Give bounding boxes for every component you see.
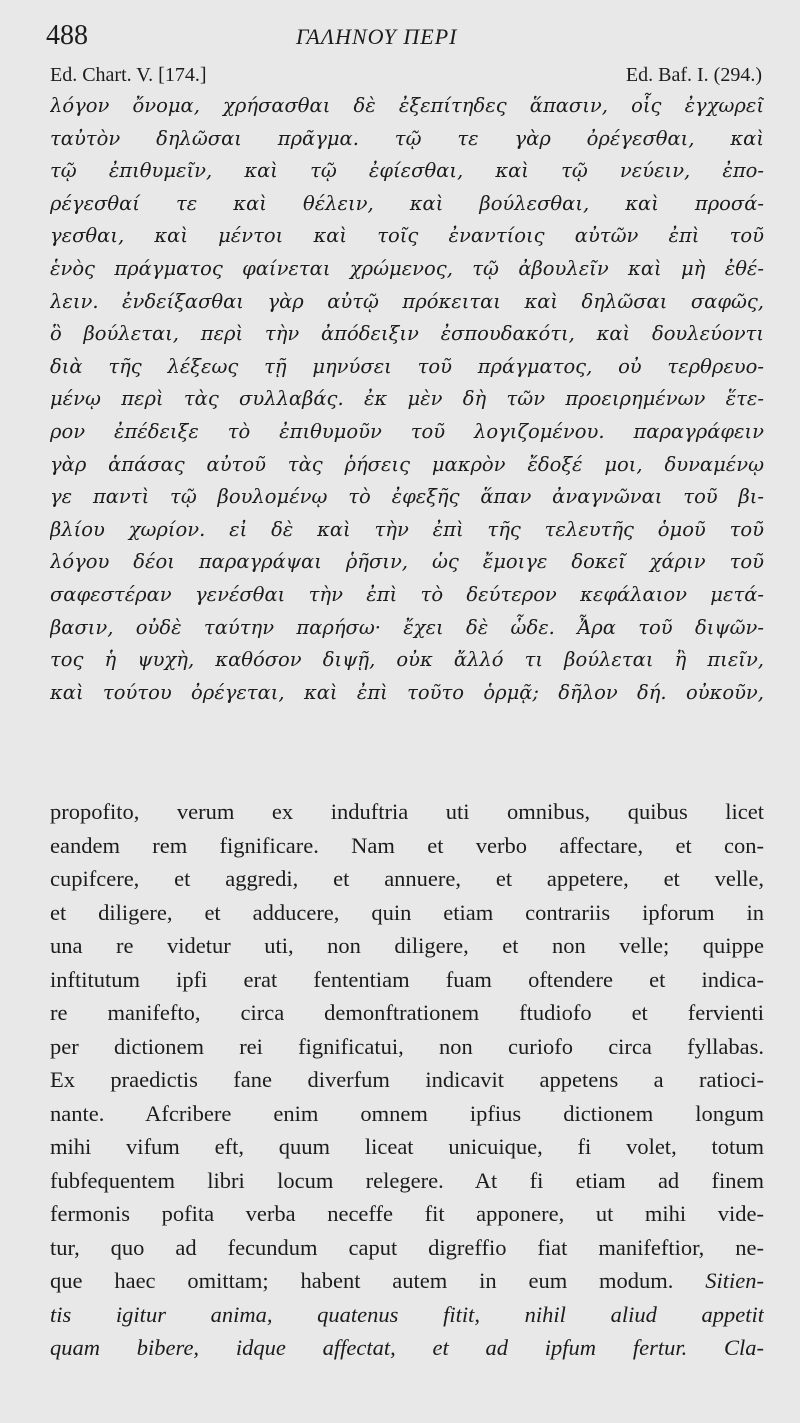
greek-line: μένῳ περὶ τὰς συλλαβάς. ἐκ μὲν δὴ τῶν προειρημένων ἕτε- [50, 387, 764, 411]
latin-line: fubfequentem libri locum relegere. At fi etiam ad finem [50, 1167, 764, 1193]
latin-line: Ex praedictis fane diverfum indicavit appetens a ratioci- [50, 1067, 764, 1092]
greek-line: γὰρ ἁπάσας αὐτοῦ τὰς ῥήσεις μακρὸν ἔδοξέ μοι, δυναμένῳ [50, 452, 764, 476]
greek-line: βλίου χωρίον. εἰ δὲ καὶ τὴν ἐπὶ τῆς τελευτῆς ὁμοῦ τοῦ [50, 517, 764, 541]
latin-line: per dictionem rei fignificatui, non curiofo circa fyllabas. [50, 1033, 764, 1059]
greek-line: ταὐτὸν δηλῶσαι πρᾶγμα. τῷ τε γὰρ ὀρέγεσθαι, καὶ [50, 126, 764, 150]
greek-line: βασιν, οὐδὲ ταύτην παρήσω· ἔχει δὲ ὧδε. Ἆρα τοῦ διψῶν- [50, 615, 764, 639]
greek-line: διὰ τῆς λέξεως τῇ μηνύσει τοῦ πράγματος, οὐ τερθρευο- [50, 354, 764, 378]
greek-line: λόγον ὄνομα, χρήσασθαι δὲ ἐξεπίτηδες ἅπασιν, οἷς ἐγχωρεῖ [50, 94, 764, 117]
greek-line: ὃ βούλεται, περὶ τὴν ἀπόδειξιν ἐσπουδακότι, καὶ δουλεύοντι [50, 322, 764, 346]
greek-line: γε παντὶ τῷ βουλομένῳ τὸ ἐφεξῆς ἅπαν ἀναγνῶναι τοῦ βι- [50, 485, 764, 509]
greek-line: λόγου δέοι παραγράψαι ῥῆσιν, ὡς ἔμοιγε δοκεῖ χάριν τοῦ [50, 550, 764, 574]
greek-line: τῷ ἐπιθυμεῖν, καὶ τῷ ἐφίεσθαι, καὶ τῷ νεύειν, ἐπο- [50, 159, 764, 183]
greek-line: ρέγεσθαί τε καὶ θέλειν, καὶ βούλεσθαι, καὶ προσά- [50, 191, 764, 215]
greek-line: ἑνὸς πράγματος φαίνεται χρώμενος, τῷ ἀβουλεῖν καὶ μὴ ἐθέ- [50, 256, 764, 280]
latin-line: eandem rem fignificare. Nam et verbo affectare, et con- [50, 832, 764, 858]
page-number: 488 [46, 20, 88, 51]
latin-line: tur, quo ad fecundum caput digreffio fiat manifeftior, ne- [50, 1234, 764, 1260]
edition-ref-left: Ed. Chart. V. [174.] [50, 64, 207, 86]
latin-line: nante. Afcribere enim omnem ipfius dictionem longum [50, 1100, 764, 1126]
running-title: ΓΑΛΗΝΟΥ ΠΕΡΙ [296, 24, 458, 49]
latin-line: propofito, verum ex induftria uti omnibus, quibus licet [50, 799, 764, 824]
latin-text-block [50, 795, 764, 1365]
greek-line: λειν. ἐνδείξασθαι γὰρ αὐτῷ πρόκειται καὶ δηλῶσαι σαφῶς, [50, 289, 764, 313]
greek-line: σαφεστέραν γενέσθαι τὴν ἐπὶ τὸ δεύτερον κεφάλαιον μετά- [50, 582, 764, 606]
latin-line: una re videtur uti, non diligere, et non velle; quippe [50, 933, 764, 958]
edition-ref-right: Ed. Baf. I. (294.) [625, 64, 762, 86]
greek-line: καὶ τούτου ὀρέγεται, καὶ ἐπὶ τοῦτο ὁρμᾷ; δῆλον δή. οὐκοῦν, [50, 680, 764, 704]
latin-line: quam bibere, idque affectat, et ad ipfum fertur. Cla- [50, 1335, 764, 1360]
greek-text-block [50, 90, 764, 709]
greek-line: γεσθαι, καὶ μέντοι καὶ τοῖς ἐναντίοις αὐτῶν ἐπὶ τοῦ [50, 224, 764, 248]
latin-line: fermonis pofita verba neceffe fit apponere, ut mihi vide- [50, 1201, 764, 1226]
greek-line: ρον ἐπέδειξε τὸ ἐπιθυμοῦν τοῦ λογιζομένου. παραγράφειν [50, 419, 764, 443]
edition-references [50, 64, 762, 87]
greek-line: τος ἡ ψυχὴ, καθόσον διψῇ, οὐκ ἄλλό τι βούλεται ἢ πιεῖν, [50, 648, 764, 672]
latin-line: cupifcere, et aggredi, et annuere, et appetere, et velle, [50, 866, 764, 891]
latin-line: inftitutum ipfi erat fententiam fuam oftendere et indica- [50, 966, 764, 992]
page-header [46, 20, 760, 52]
latin-italic-quote: Sitien- [705, 1268, 764, 1293]
latin-line: mihi vifum eft, quum liceat unicuique, fi volet, totum [50, 1134, 764, 1159]
latin-line: tis igitur anima, quatenus fitit, nihil aliud appetit [50, 1301, 764, 1327]
latin-line-text: que haec omittam; habent autem in eum modum. [50, 1268, 706, 1293]
latin-line: re manifefto, circa demonftrationem ftudiofo et fervienti [50, 1000, 764, 1025]
latin-line [50, 1264, 764, 1298]
latin-line: et diligere, et adducere, quin etiam contrariis ipforum in [50, 899, 764, 925]
